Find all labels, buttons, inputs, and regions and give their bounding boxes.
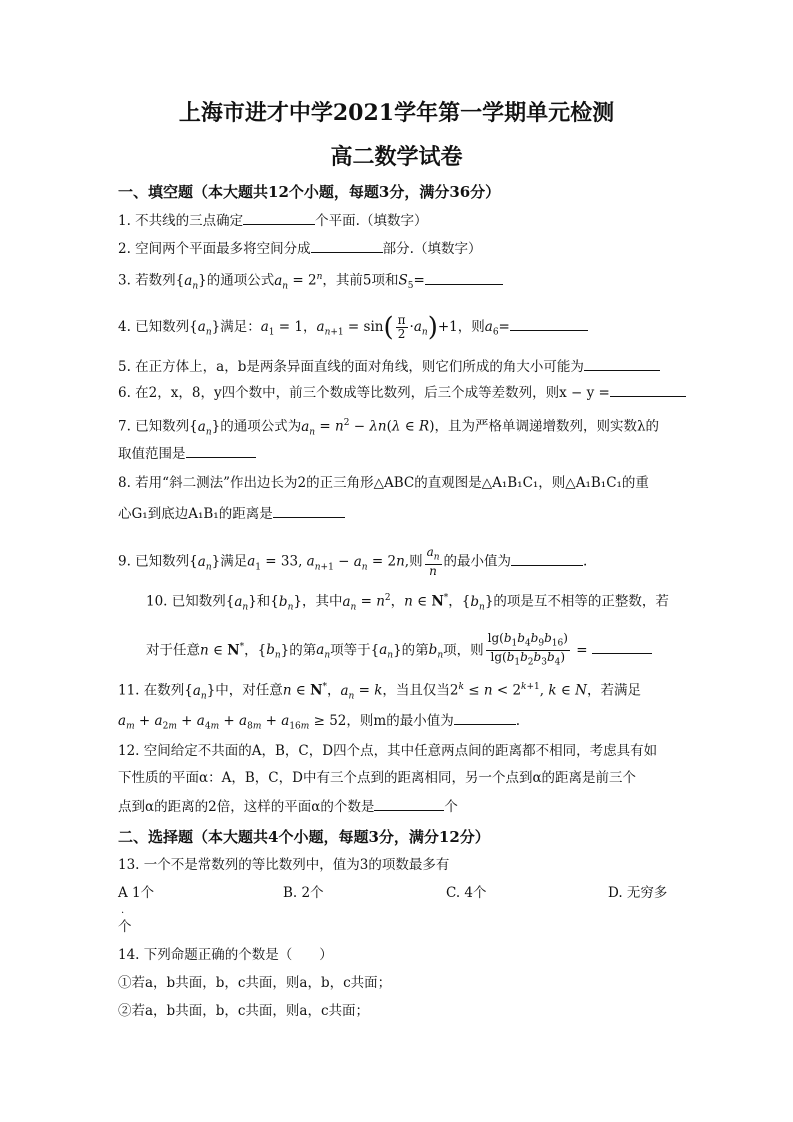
answer-blank — [273, 503, 345, 518]
question-14: 14. 下列命题正确的个数是（ ） — [118, 947, 333, 963]
question-2: 2. 空间两个平面最多将空间分成 部分.（填数字） — [118, 238, 481, 258]
question-12: 12. 空间给定不共面的A，B，C，D四个点，其中任意两点间的距离都不相同，考虑具有如 — [118, 743, 658, 759]
option-d-wrap: 个 — [118, 919, 132, 935]
answer-blank — [592, 639, 652, 654]
question-6: 6. 在2，x，8，y四个数中，前三个数成等比数列，后三个成等差数列，则x − y = — [118, 382, 686, 402]
question-7: 7. 已知数列$\{a_n\}$的通项公式为$a_n = n^2 - \lambda n(\lambda$ ∈ R)，且为严格单调递增数列，则实数λ的 — [118, 418, 660, 438]
option-a: A 1个 — [118, 885, 155, 901]
question-5: 5. 在正方体上，a，b是两条异面直线的面对角线，则它们所成的角大小可能为 — [118, 356, 660, 376]
question-14-item-2: ②若a，b共面，b，c共面，则a，c共面； — [118, 1003, 370, 1019]
answer-blank — [584, 356, 660, 371]
question-3: 3. 若数列$\{a_n\}$的通项公式$a_n = 2^n$，其前5项和$S_5=$ — [118, 268, 503, 295]
section2-heading: 二、选择题（本大题共4个小题，每题3分，满分12分） — [118, 828, 490, 846]
question-11: 11. 在数列$\{a_n\}$中，对任意n ∈ N*，$a_n = k$，当且仅当$2^k \le n < 2^{k+1}$, k ∈ N，若满足 — [118, 682, 641, 702]
answer-blank — [454, 710, 516, 725]
option-d: D. 无穷多 — [608, 885, 668, 901]
question-13: 13. 一个不是常数列的等比数列中，值为3的项数最多有 — [118, 857, 450, 873]
section1-heading: 一、填空题（本大题共12个小题，每题3分，满分36分） — [118, 183, 501, 201]
page-title: 上海市进才中学2021学年第一学期单元检测 — [178, 100, 615, 126]
answer-blank — [186, 443, 256, 458]
option-b: B. 2个 — [283, 885, 324, 901]
question-7-line2: 取值范围是 — [118, 443, 256, 463]
question-4: 4. 已知数列$\{a_n\}$满足：$a_1 = 1$，$a_{n+1} = \sin$( $\frac{\pi}{2}$ $\cdot a_n)+1$，则$a_6=$ — [118, 314, 588, 342]
question-11-line2: $a_m + a_{2m} + a_{4m} + a_{8m} + a_{16m} \ge 52$，则m的最小值为 . — [118, 710, 520, 736]
question-14-item-1: ①若a，b共面，b，c共面，则a，b，c共面； — [118, 975, 392, 991]
answer-blank — [425, 270, 503, 285]
answer-blank — [510, 316, 588, 331]
answer-blank — [374, 796, 444, 811]
question-10-line2: 对于任意n ∈ N*，$\{b_n\}$的第$a_n$项等于$\{a_n\}$的第$b_n$项，则 $\frac{\lg(b_1b_4b_9b_{16})}{\lg(b_1b_2b_3b_4)}$ = — [146, 632, 652, 670]
answer-blank — [511, 551, 583, 566]
question-12-line3: 点到α的距离的2倍，这样的平面α的个数是 个 — [118, 796, 458, 816]
answer-blank — [311, 238, 383, 253]
question-12-line2: 下性质的平面α：A，B，C，D中有三个点到的距离相同，另一个点到α的距离是前三个 — [118, 770, 637, 786]
question-9: 9. 已知数列$\{a_n\}$满足$a_1 = 33$, $a_{n+1} - a_n = 2n$,则 $\frac{a_n}{n}$ 的最小值为 . — [118, 545, 588, 579]
question-1: 1. 不共线的三点确定 个平面.（填数字） — [118, 210, 427, 230]
question-10: 10. 已知数列$\{a_n\}$和$\{b_n\}$，其中$a_n = n^2$，n ∈ N*，$\{b_n\}$的项是互不相等的正整数，若 — [146, 593, 669, 613]
answer-blank — [610, 382, 686, 397]
page-subtitle: 高二数学试卷 — [330, 144, 463, 170]
question-8-line2: 心G₁到底边A₁B₁的距离是 — [118, 503, 345, 523]
answer-blank — [243, 210, 315, 225]
option-a-dot: . — [121, 905, 125, 916]
option-c: C. 4个 — [446, 885, 487, 901]
question-8: 8. 若用“斜二测法”作出边长为2的正三角形△ABC的直观图是△A₁B₁C₁，则△A₁B₁C₁的重 — [118, 475, 649, 491]
